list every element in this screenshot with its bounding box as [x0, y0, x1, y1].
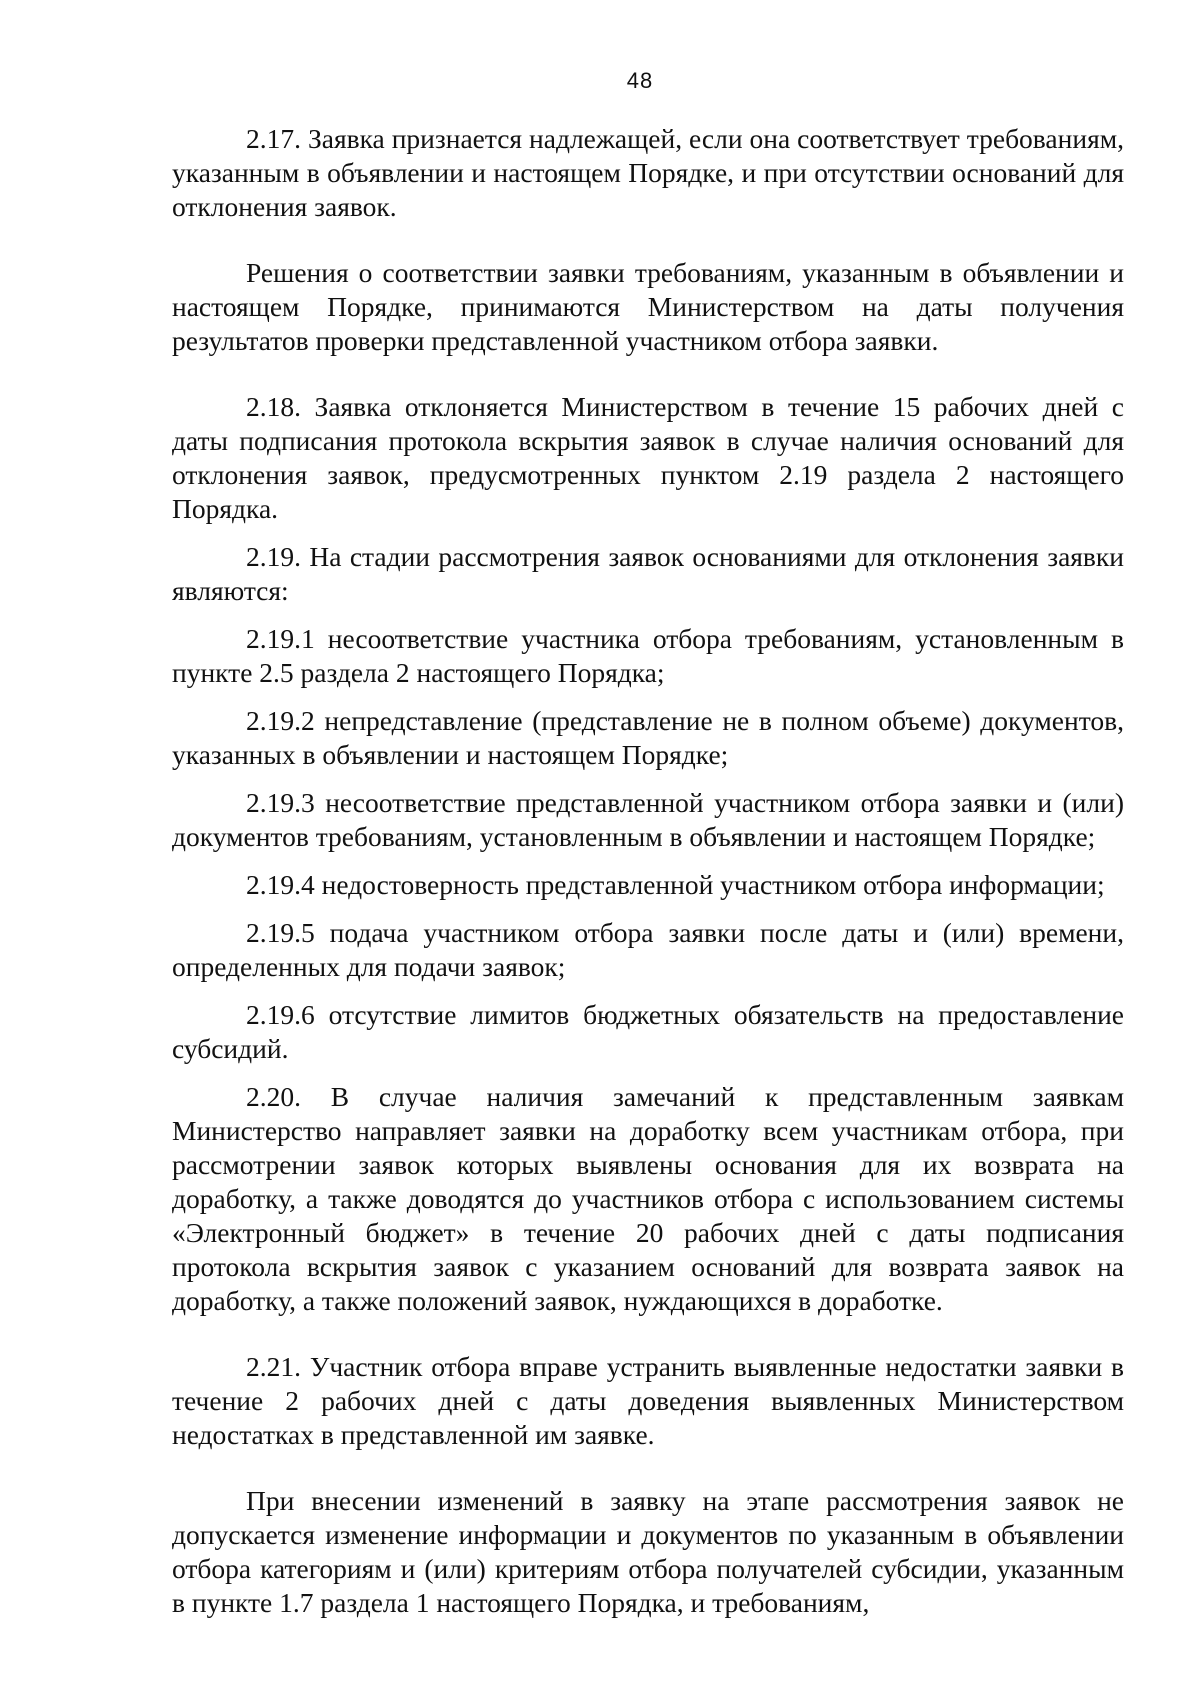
document-body — [172, 122, 1124, 1620]
paragraph-2-19-5: 2.19.5 подача участником отбора заявки после даты и (или) времени, определенных для подачи заявок; — [172, 917, 1124, 982]
page-number: 48 — [626, 68, 654, 93]
paragraph-changes: При внесении изменений в заявку на этапе рассмотрения заявок не допускается изменение информации и документов по указанным в объявлении отбора категориям и (или) критериям отбора получателей субсидии, указанным в пункте 1.7 раздела 1 настоящего Порядка, и требованиям, — [172, 1485, 1124, 1618]
paragraph-2-19-3: 2.19.3 несоответствие представленной участником отбора заявки и (или) документов требованиям, установленным в объявлении и настоящем Порядке; — [172, 787, 1124, 852]
paragraph-2-19-6: 2.19.6 отсутствие лимитов бюджетных обязательств на предоставление субсидий. — [172, 999, 1124, 1064]
paragraph-decision: Решения о соответствии заявки требованиям, указанным в объявлении и настоящем Порядке, принимаются Министерством на даты получения результатов проверки представленной участником отбора заявки. — [172, 257, 1124, 356]
paragraph-2-19-1: 2.19.1 несоответствие участника отбора требованиям, установленным в пункте 2.5 раздела 2 настоящего Порядка; — [172, 623, 1124, 688]
paragraph-2-18: 2.18. Заявка отклоняется Министерством в течение 15 рабочих дней с даты подписания протокола вскрытия заявок в случае наличия оснований для отклонения заявок, предусмотренных пунктом 2.19 раздела 2 настоящего Порядка. — [172, 391, 1124, 524]
paragraph-2-19: 2.19. На стадии рассмотрения заявок основаниями для отклонения заявки являются: — [172, 541, 1124, 606]
paragraph-2-17: 2.17. Заявка признается надлежащей, если она соответствует требованиям, указанным в объявлении и настоящем Порядке, и при отсутствии оснований для отклонения заявок. — [172, 123, 1124, 222]
paragraph-2-19-4: 2.19.4 недостоверность представленной участником отбора информации; — [246, 869, 1105, 900]
paragraph-2-21: 2.21. Участник отбора вправе устранить выявленные недостатки заявки в течение 2 рабочих дней с даты доведения выявленных Министерством недостатках в представленной им заявке. — [172, 1351, 1124, 1450]
paragraph-2-19-2: 2.19.2 непредставление (представление не в полном объеме) документов, указанных в объявлении и настоящем Порядке; — [172, 705, 1124, 770]
paragraph-2-20: 2.20. В случае наличия замечаний к представленным заявкам Министерство направляет заявки на доработку всем участникам отбора, при рассмотрении заявок которых выявлены основания для их возврата на доработку, а также доводятся до участников отбора с использованием системы «Электронный бюджет» в течение 20 рабочих дней с даты подписания протокола вскрытия заявок с указанием оснований для возврата заявок на доработку, а также положений заявок, нуждающихся в доработке. — [172, 1081, 1124, 1316]
